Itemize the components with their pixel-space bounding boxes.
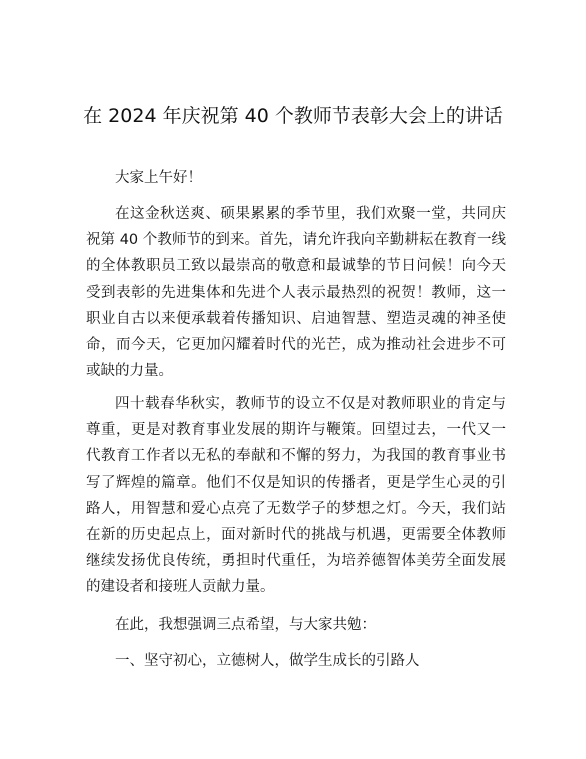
- section-heading-1: 一、坚守初心，立德树人，做学生成长的引路人: [115, 653, 420, 669]
- paragraph-3: 在此，我想强调三点希望，与大家共勉：: [115, 617, 376, 633]
- paragraph-2: 四十载春华秋实，教师节的设立不仅是对教师职业的肯定与尊重，更是对教育事业发展的期许与鞭策。回望过去，一代又一代教育工作者以无私的奉献和不懈的努力，为我国的教育事业书写了辉煌的篇章。他们不仅是知识的传播者，更是学生心灵的引路人，用智慧和爱心点亮了无数学子的梦想之灯。今天，我们站在新的历史起点上，面对新时代的挑战与机遇，更需要全体教师继续发扬优良传统，勇担时代重任，为培养德智体美劳全面发展的建设者和接班人贡献力量。: [86, 396, 506, 596]
- document-title: 在 2024 年庆祝第 40 个教师节表彰大会上的讲话: [83, 105, 503, 127]
- paragraph-1: 在这金秋送爽、硕果累累的季节里，我们欢聚一堂，共同庆祝第 40 个教师节的到来。首先，请允许我向辛勤耕耘在教育一线的全体教职员工致以最崇高的敬意和最诚挚的节日问候！向今天受到表彰的先进集体和先进个人表示最热烈的祝贺！教师，这一职业自古以来便承载着传播知识、启迪智慧、塑造灵魂的神圣使命，而今天，它更加闪耀着时代的光芒，成为推动社会进步不可或缺的力量。: [86, 206, 506, 380]
- greeting-line: 大家上午好！: [115, 170, 202, 186]
